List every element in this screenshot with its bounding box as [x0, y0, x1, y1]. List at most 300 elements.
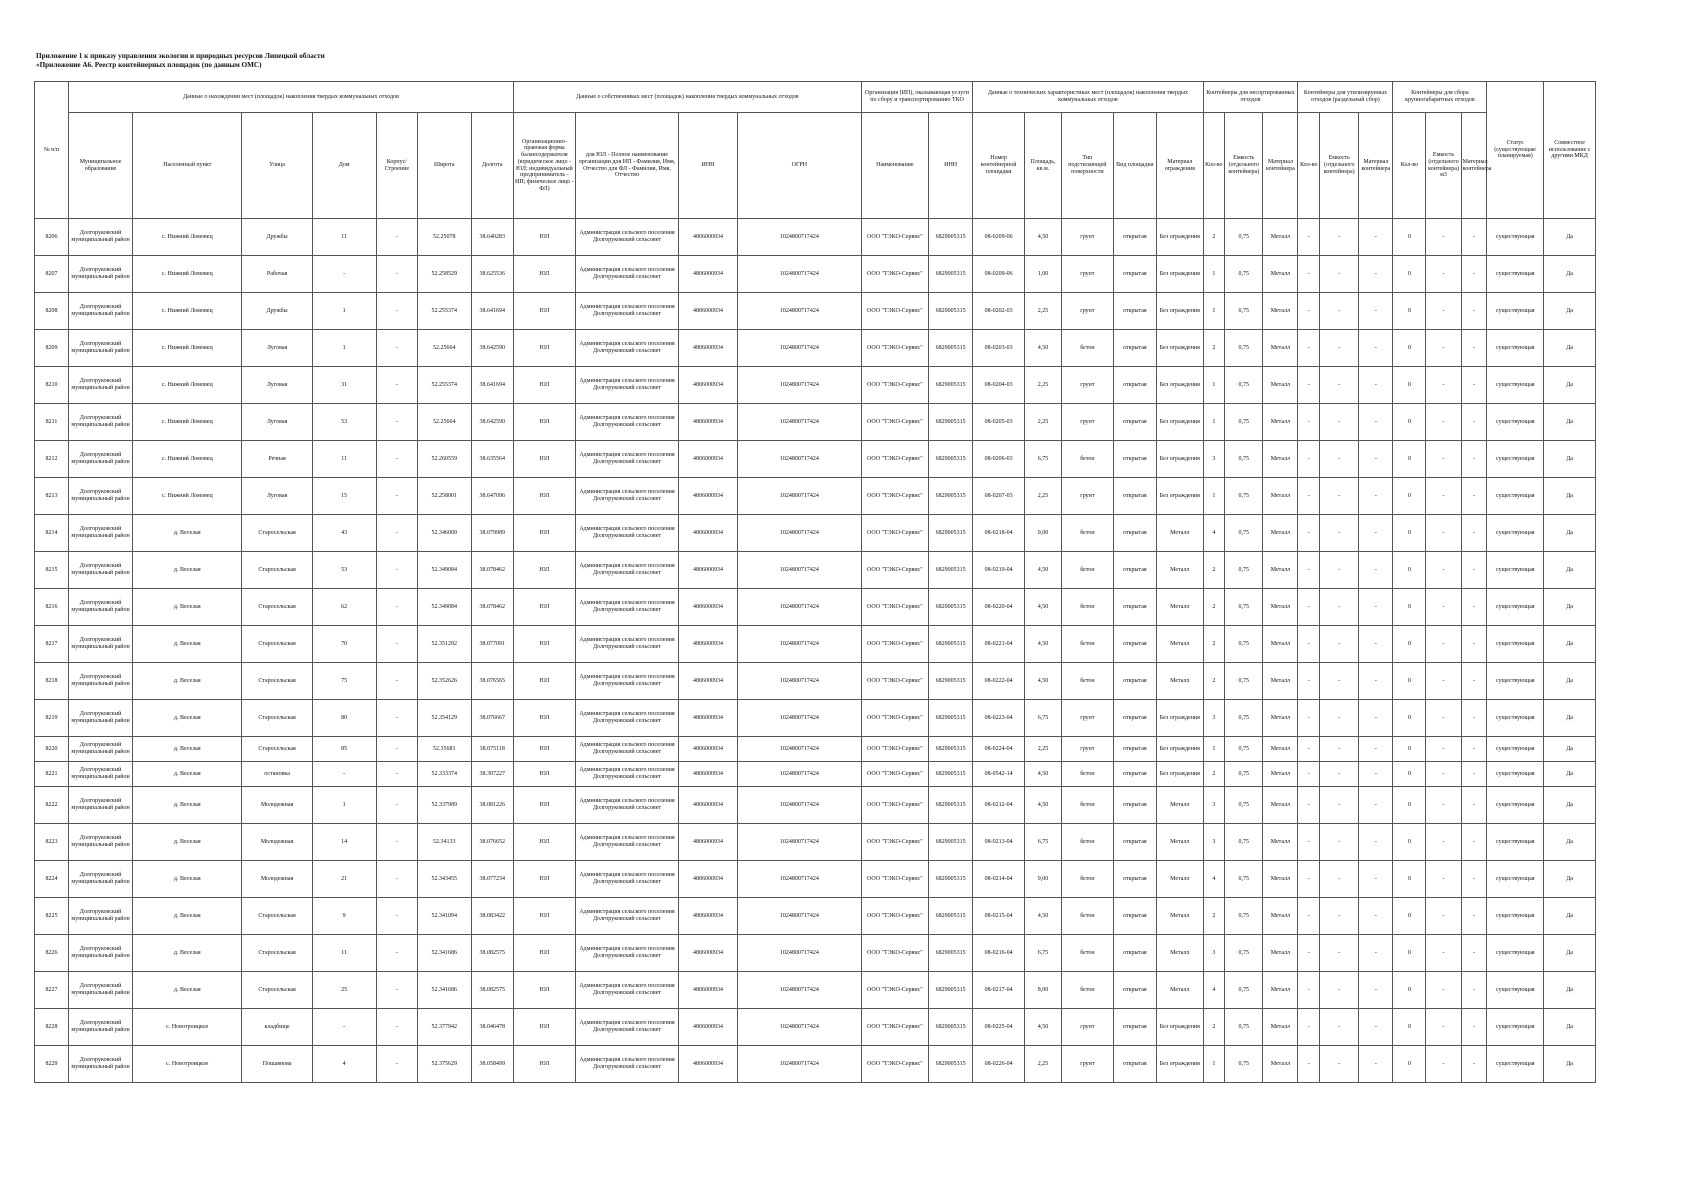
cell-owner-inn: 4806000934 [679, 787, 738, 824]
cell-unsorted-capacity: 0,75 [1225, 787, 1263, 824]
cell-unsorted-count: 2 [1203, 762, 1225, 787]
cell-unsorted-material: Металл [1263, 935, 1298, 972]
cell-municipality: Долгоруковский муниципальный район [69, 404, 133, 441]
cell-shared-use: Да [1544, 552, 1596, 589]
cell-house: 9 [312, 898, 376, 935]
title-line-2: «Приложение А6. Реестр контейнерных площадок (по данным ОМС) [36, 61, 262, 69]
header-group-bulky-containers: Контейнеры для сбора крупногабаритных отходов [1393, 82, 1487, 113]
cell-unsorted-count: 2 [1203, 219, 1225, 256]
cell-row-number: 8227 [35, 972, 69, 1009]
cell-carrier-name: ООО "ТЭКО-Сервис" [861, 589, 928, 626]
cell-status: существующая [1487, 219, 1544, 256]
cell-bulky-capacity: - [1426, 762, 1461, 787]
cell-longitude: 38.083422 [471, 898, 513, 935]
cell-shared-use: Да [1544, 824, 1596, 861]
cell-bulky-count: 0 [1393, 787, 1426, 824]
cell-settlement: д. Веселая [133, 552, 242, 589]
cell-recyclable-count: - [1298, 898, 1320, 935]
cell-owner-name: Администрация сельского поселения Долгоруковский сельсовет [575, 1046, 678, 1083]
cell-shared-use: Да [1544, 515, 1596, 552]
cell-owner-legal-form: ЮЛ [513, 256, 575, 293]
cell-carrier-name: ООО "ТЭКО-Сервис" [861, 700, 928, 737]
cell-area: 2,25 [1024, 293, 1061, 330]
cell-recyclable-count: - [1298, 478, 1320, 515]
cell-site-type: открытая [1113, 700, 1156, 737]
cell-building: - [376, 972, 417, 1009]
cell-building: - [376, 700, 417, 737]
cell-site-number: 08-0222-04 [973, 663, 1025, 700]
cell-carrier-inn: 6829005315 [928, 256, 972, 293]
column-header-settlement: Населенный пункт [133, 113, 242, 219]
cell-surface-type: бетон [1062, 898, 1114, 935]
cell-fence-material: Металл [1157, 824, 1203, 861]
cell-site-type: открытая [1113, 330, 1156, 367]
cell-house: 14 [312, 824, 376, 861]
cell-recyclable-count: - [1298, 626, 1320, 663]
cell-status: существующая [1487, 293, 1544, 330]
cell-bulky-material: - [1461, 404, 1487, 441]
cell-owner-inn: 4806000934 [679, 589, 738, 626]
cell-bulky-count: 0 [1393, 219, 1426, 256]
cell-recyclable-count: - [1298, 404, 1320, 441]
cell-municipality: Долгоруковский муниципальный район [69, 824, 133, 861]
cell-recyclable-capacity: - [1320, 478, 1359, 515]
cell-owner-name: Администрация сельского поселения Долгоруковский сельсовет [575, 898, 678, 935]
cell-unsorted-material: Металл [1263, 330, 1298, 367]
cell-bulky-count: 0 [1393, 441, 1426, 478]
cell-carrier-inn: 6829005315 [928, 935, 972, 972]
cell-owner-inn: 4806000934 [679, 824, 738, 861]
table-row [35, 898, 1596, 935]
cell-building: - [376, 787, 417, 824]
cell-bulky-count: 0 [1393, 824, 1426, 861]
cell-unsorted-capacity: 0,75 [1225, 219, 1263, 256]
cell-status: существующая [1487, 663, 1544, 700]
column-header-owner-legal-form: Организационно-правовая форма балансодержателя (юридическое лицо - ЮЛ; индивидуальный предприниматель - ИП; физическое лицо - ФЛ) [513, 113, 575, 219]
cell-longitude: 38.641694 [471, 293, 513, 330]
cell-longitude: 38.641694 [471, 367, 513, 404]
cell-bulky-count: 0 [1393, 762, 1426, 787]
cell-surface-type: бетон [1062, 663, 1114, 700]
cell-bulky-material: - [1461, 367, 1487, 404]
cell-recyclable-count: - [1298, 367, 1320, 404]
cell-owner-legal-form: ЮЛ [513, 972, 575, 1009]
cell-house: 53 [312, 404, 376, 441]
cell-owner-ogrn: 1024800717424 [737, 663, 861, 700]
cell-latitude: 52.258001 [417, 478, 471, 515]
cell-unsorted-count: 3 [1203, 787, 1225, 824]
cell-latitude: 52.255374 [417, 293, 471, 330]
cell-carrier-name: ООО "ТЭКО-Сервис" [861, 404, 928, 441]
cell-recyclable-material: - [1359, 737, 1393, 762]
cell-owner-legal-form: ЮЛ [513, 787, 575, 824]
cell-longitude: 38.058499 [471, 1046, 513, 1083]
cell-street: Луговая [242, 367, 312, 404]
cell-owner-ogrn: 1024800717424 [737, 330, 861, 367]
cell-owner-ogrn: 1024800717424 [737, 935, 861, 972]
cell-settlement: д. Веселая [133, 935, 242, 972]
cell-carrier-name: ООО "ТЭКО-Сервис" [861, 441, 928, 478]
cell-owner-legal-form: ЮЛ [513, 762, 575, 787]
cell-carrier-name: ООО "ТЭКО-Сервис" [861, 663, 928, 700]
cell-building: - [376, 515, 417, 552]
cell-building: - [376, 293, 417, 330]
cell-longitude: 38.075118 [471, 737, 513, 762]
cell-area: 4,50 [1024, 552, 1061, 589]
table-row [35, 787, 1596, 824]
cell-site-number: 08-0212-04 [973, 787, 1025, 824]
cell-site-number: 08-0542-14 [973, 762, 1025, 787]
cell-house: 1 [312, 787, 376, 824]
cell-unsorted-material: Металл [1263, 1046, 1298, 1083]
cell-carrier-name: ООО "ТЭКО-Сервис" [861, 898, 928, 935]
cell-recyclable-capacity: - [1320, 762, 1359, 787]
cell-bulky-count: 0 [1393, 367, 1426, 404]
cell-carrier-name: ООО "ТЭКО-Сервис" [861, 219, 928, 256]
table-row [35, 367, 1596, 404]
header-group-recyclable-containers: Контейнеры для утилизируемых отходов (раздельный сбор) [1298, 82, 1393, 113]
cell-fence-material: Без ограждения [1157, 219, 1203, 256]
cell-area: 4,50 [1024, 219, 1061, 256]
cell-status: существующая [1487, 898, 1544, 935]
cell-carrier-name: ООО "ТЭКО-Сервис" [861, 972, 928, 1009]
cell-area: 9,00 [1024, 515, 1061, 552]
cell-recyclable-capacity: - [1320, 898, 1359, 935]
cell-latitude: 52.349084 [417, 589, 471, 626]
cell-street: Старосельская [242, 700, 312, 737]
cell-unsorted-count: 4 [1203, 861, 1225, 898]
cell-carrier-inn: 6829005315 [928, 219, 972, 256]
cell-building: - [376, 589, 417, 626]
cell-longitude: 38.635564 [471, 441, 513, 478]
cell-recyclable-material: - [1359, 935, 1393, 972]
cell-building: - [376, 552, 417, 589]
cell-carrier-inn: 6829005315 [928, 1009, 972, 1046]
column-header-surface-type: Тип подстилающей поверхности [1062, 113, 1114, 219]
cell-owner-legal-form: ЮЛ [513, 478, 575, 515]
cell-owner-name: Администрация сельского поселения Долгоруковский сельсовет [575, 478, 678, 515]
cell-bulky-capacity: - [1426, 219, 1461, 256]
cell-carrier-name: ООО "ТЭКО-Сервис" [861, 935, 928, 972]
cell-owner-name: Администрация сельского поселения Долгоруковский сельсовет [575, 367, 678, 404]
cell-bulky-capacity: - [1426, 861, 1461, 898]
cell-fence-material: Без ограждения [1157, 293, 1203, 330]
cell-bulky-material: - [1461, 441, 1487, 478]
cell-street: Рабочая [242, 256, 312, 293]
cell-settlement: д. Веселая [133, 737, 242, 762]
cell-owner-inn: 4806000934 [679, 441, 738, 478]
cell-shared-use: Да [1544, 478, 1596, 515]
cell-recyclable-count: - [1298, 700, 1320, 737]
cell-recyclable-material: - [1359, 861, 1393, 898]
cell-fence-material: Без ограждения [1157, 737, 1203, 762]
cell-unsorted-capacity: 0,75 [1225, 663, 1263, 700]
cell-longitude: 38.078462 [471, 552, 513, 589]
cell-area: 4,50 [1024, 1009, 1061, 1046]
cell-owner-inn: 4806000934 [679, 293, 738, 330]
cell-site-number: 08-0219-04 [973, 552, 1025, 589]
table-row [35, 1009, 1596, 1046]
cell-municipality: Долгоруковский муниципальный район [69, 626, 133, 663]
cell-recyclable-material: - [1359, 663, 1393, 700]
cell-recyclable-material: - [1359, 478, 1393, 515]
cell-site-type: открытая [1113, 935, 1156, 972]
cell-street: Старосельская [242, 972, 312, 1009]
table-row [35, 478, 1596, 515]
cell-surface-type: бетон [1062, 626, 1114, 663]
cell-settlement: д. Веселая [133, 663, 242, 700]
cell-unsorted-count: 1 [1203, 737, 1225, 762]
cell-owner-name: Администрация сельского поселения Долгоруковский сельсовет [575, 441, 678, 478]
cell-recyclable-material: - [1359, 219, 1393, 256]
header-group-owner: Данные о собственниках мест (площадок) накопления твердых коммунальных отходов [513, 82, 861, 113]
cell-status: существующая [1487, 700, 1544, 737]
cell-recyclable-count: - [1298, 1046, 1320, 1083]
cell-bulky-material: - [1461, 824, 1487, 861]
cell-status: существующая [1487, 478, 1544, 515]
cell-municipality: Долгоруковский муниципальный район [69, 515, 133, 552]
cell-surface-type: бетон [1062, 552, 1114, 589]
cell-recyclable-capacity: - [1320, 861, 1359, 898]
cell-carrier-inn: 6829005315 [928, 700, 972, 737]
cell-row-number: 8225 [35, 898, 69, 935]
cell-carrier-inn: 6829005315 [928, 787, 972, 824]
cell-latitude: 52.35681 [417, 737, 471, 762]
cell-settlement: с. Нижний Ломовец [133, 404, 242, 441]
cell-site-number: 08-0203-03 [973, 330, 1025, 367]
cell-settlement: д. Веселая [133, 898, 242, 935]
cell-settlement: с. Новотроицкое [133, 1046, 242, 1083]
cell-site-number: 08-0205-03 [973, 404, 1025, 441]
cell-longitude: 38.081226 [471, 787, 513, 824]
cell-latitude: 52.333374 [417, 762, 471, 787]
cell-status: существующая [1487, 330, 1544, 367]
cell-longitude: 38.077234 [471, 861, 513, 898]
cell-row-number: 8218 [35, 663, 69, 700]
cell-settlement: с. Нижний Ломовец [133, 478, 242, 515]
cell-area: 1,00 [1024, 256, 1061, 293]
cell-site-number: 08-0213-04 [973, 824, 1025, 861]
cell-bulky-capacity: - [1426, 1009, 1461, 1046]
cell-house: 43 [312, 515, 376, 552]
cell-site-type: открытая [1113, 972, 1156, 1009]
cell-recyclable-capacity: - [1320, 737, 1359, 762]
cell-longitude: 38.076652 [471, 824, 513, 861]
cell-owner-ogrn: 1024800717424 [737, 515, 861, 552]
cell-municipality: Долгоруковский муниципальный район [69, 589, 133, 626]
cell-owner-ogrn: 1024800717424 [737, 824, 861, 861]
cell-area: 4,50 [1024, 663, 1061, 700]
cell-bulky-material: - [1461, 861, 1487, 898]
cell-unsorted-capacity: 0,75 [1225, 700, 1263, 737]
cell-area: 4,50 [1024, 762, 1061, 787]
cell-house: 85 [312, 737, 376, 762]
cell-unsorted-capacity: 0,75 [1225, 404, 1263, 441]
cell-status: существующая [1487, 367, 1544, 404]
cell-bulky-capacity: - [1426, 552, 1461, 589]
cell-unsorted-capacity: 0,75 [1225, 898, 1263, 935]
cell-house: 31 [312, 367, 376, 404]
cell-shared-use: Да [1544, 898, 1596, 935]
cell-bulky-material: - [1461, 515, 1487, 552]
cell-owner-inn: 4806000934 [679, 515, 738, 552]
cell-owner-ogrn: 1024800717424 [737, 861, 861, 898]
cell-unsorted-count: 3 [1203, 441, 1225, 478]
cell-owner-inn: 4806000934 [679, 663, 738, 700]
cell-owner-legal-form: ЮЛ [513, 330, 575, 367]
cell-row-number: 8226 [35, 935, 69, 972]
cell-longitude: 38.642590 [471, 330, 513, 367]
cell-status: существующая [1487, 762, 1544, 787]
cell-house: 11 [312, 219, 376, 256]
cell-carrier-inn: 6829005315 [928, 478, 972, 515]
cell-bulky-material: - [1461, 293, 1487, 330]
cell-bulky-capacity: - [1426, 737, 1461, 762]
cell-bulky-count: 0 [1393, 737, 1426, 762]
cell-owner-inn: 4806000934 [679, 478, 738, 515]
cell-house: 25 [312, 972, 376, 1009]
cell-unsorted-material: Металл [1263, 515, 1298, 552]
cell-carrier-inn: 6829005315 [928, 861, 972, 898]
cell-building: - [376, 898, 417, 935]
cell-building: - [376, 367, 417, 404]
cell-owner-name: Администрация сельского поселения Долгоруковский сельсовет [575, 515, 678, 552]
cell-recyclable-material: - [1359, 367, 1393, 404]
cell-site-number: 08-0217-04 [973, 972, 1025, 1009]
header-status: Статус (существующая/ планируемая) [1487, 82, 1544, 219]
cell-fence-material: Без ограждения [1157, 404, 1203, 441]
cell-unsorted-material: Металл [1263, 861, 1298, 898]
cell-surface-type: бетон [1062, 972, 1114, 1009]
cell-owner-inn: 4806000934 [679, 219, 738, 256]
cell-row-number: 8224 [35, 861, 69, 898]
cell-shared-use: Да [1544, 861, 1596, 898]
cell-status: существующая [1487, 824, 1544, 861]
cell-longitude: 38.642590 [471, 404, 513, 441]
cell-shared-use: Да [1544, 737, 1596, 762]
cell-latitude: 52.352626 [417, 663, 471, 700]
cell-building: - [376, 219, 417, 256]
cell-owner-name: Администрация сельского поселения Долгоруковский сельсовет [575, 1009, 678, 1046]
cell-unsorted-capacity: 0,75 [1225, 935, 1263, 972]
cell-building: - [376, 478, 417, 515]
cell-longitude: 38.078462 [471, 589, 513, 626]
cell-site-type: открытая [1113, 861, 1156, 898]
cell-carrier-name: ООО "ТЭКО-Сервис" [861, 626, 928, 663]
cell-recyclable-material: - [1359, 700, 1393, 737]
cell-carrier-inn: 6829005315 [928, 515, 972, 552]
cell-unsorted-material: Металл [1263, 404, 1298, 441]
cell-site-type: открытая [1113, 626, 1156, 663]
cell-recyclable-count: - [1298, 589, 1320, 626]
cell-latitude: 52.375629 [417, 1046, 471, 1083]
cell-municipality: Долгоруковский муниципальный район [69, 898, 133, 935]
cell-street: Старосельская [242, 737, 312, 762]
cell-street: Луговая [242, 330, 312, 367]
cell-owner-inn: 4806000934 [679, 552, 738, 589]
cell-latitude: 52.346009 [417, 515, 471, 552]
table-row [35, 404, 1596, 441]
cell-bulky-count: 0 [1393, 861, 1426, 898]
cell-unsorted-material: Металл [1263, 737, 1298, 762]
cell-owner-ogrn: 1024800717424 [737, 700, 861, 737]
cell-status: существующая [1487, 1046, 1544, 1083]
cell-street: Речная [242, 441, 312, 478]
cell-bulky-count: 0 [1393, 515, 1426, 552]
cell-longitude: 38.082575 [471, 935, 513, 972]
cell-site-type: открытая [1113, 762, 1156, 787]
cell-unsorted-material: Металл [1263, 898, 1298, 935]
cell-unsorted-count: 2 [1203, 330, 1225, 367]
cell-site-number: 08-0214-04 [973, 861, 1025, 898]
cell-fence-material: Металл [1157, 626, 1203, 663]
cell-site-type: открытая [1113, 1046, 1156, 1083]
column-header-building: Корпус/Строение [376, 113, 417, 219]
cell-carrier-name: ООО "ТЭКО-Сервис" [861, 515, 928, 552]
cell-bulky-count: 0 [1393, 626, 1426, 663]
cell-carrier-inn: 6829005315 [928, 330, 972, 367]
cell-fence-material: Металл [1157, 787, 1203, 824]
cell-owner-legal-form: ЮЛ [513, 404, 575, 441]
cell-settlement: с. Нижний Ломовец [133, 256, 242, 293]
cell-settlement: д. Веселая [133, 861, 242, 898]
cell-owner-name: Администрация сельского поселения Долгоруковский сельсовет [575, 787, 678, 824]
table-row [35, 589, 1596, 626]
cell-carrier-name: ООО "ТЭКО-Сервис" [861, 256, 928, 293]
cell-site-type: открытая [1113, 404, 1156, 441]
cell-longitude: 38.625536 [471, 256, 513, 293]
cell-recyclable-count: - [1298, 293, 1320, 330]
cell-unsorted-count: 2 [1203, 1009, 1225, 1046]
cell-row-number: 8219 [35, 700, 69, 737]
cell-owner-ogrn: 1024800717424 [737, 787, 861, 824]
column-header-fence-material: Материал ограждения [1157, 113, 1203, 219]
cell-fence-material: Металл [1157, 935, 1203, 972]
cell-owner-name: Администрация сельского поселения Долгоруковский сельсовет [575, 824, 678, 861]
cell-latitude: 52.337989 [417, 787, 471, 824]
cell-surface-type: грунт [1062, 367, 1114, 404]
cell-surface-type: бетон [1062, 762, 1114, 787]
cell-bulky-material: - [1461, 663, 1487, 700]
cell-owner-legal-form: ЮЛ [513, 589, 575, 626]
column-header-unsorted-count: Кол-во [1203, 113, 1225, 219]
cell-shared-use: Да [1544, 256, 1596, 293]
cell-longitude: 38.076667 [471, 700, 513, 737]
cell-street: Старосельская [242, 663, 312, 700]
cell-owner-ogrn: 1024800717424 [737, 219, 861, 256]
cell-recyclable-material: - [1359, 787, 1393, 824]
cell-unsorted-count: 3 [1203, 700, 1225, 737]
cell-carrier-inn: 6829005315 [928, 626, 972, 663]
cell-recyclable-capacity: - [1320, 441, 1359, 478]
cell-bulky-capacity: - [1426, 824, 1461, 861]
cell-bulky-count: 0 [1393, 293, 1426, 330]
cell-carrier-name: ООО "ТЭКО-Сервис" [861, 1046, 928, 1083]
cell-longitude: 38.640283 [471, 219, 513, 256]
cell-settlement: д. Веселая [133, 824, 242, 861]
cell-bulky-material: - [1461, 1009, 1487, 1046]
cell-house: 4 [312, 1046, 376, 1083]
cell-site-type: открытая [1113, 898, 1156, 935]
cell-carrier-name: ООО "ТЭКО-Сервис" [861, 762, 928, 787]
cell-area: 4,50 [1024, 589, 1061, 626]
cell-unsorted-capacity: 0,75 [1225, 478, 1263, 515]
cell-recyclable-count: - [1298, 441, 1320, 478]
cell-unsorted-material: Металл [1263, 256, 1298, 293]
cell-bulky-capacity: - [1426, 700, 1461, 737]
cell-longitude: 38.046478 [471, 1009, 513, 1046]
container-sites-register-table [34, 81, 1596, 1083]
